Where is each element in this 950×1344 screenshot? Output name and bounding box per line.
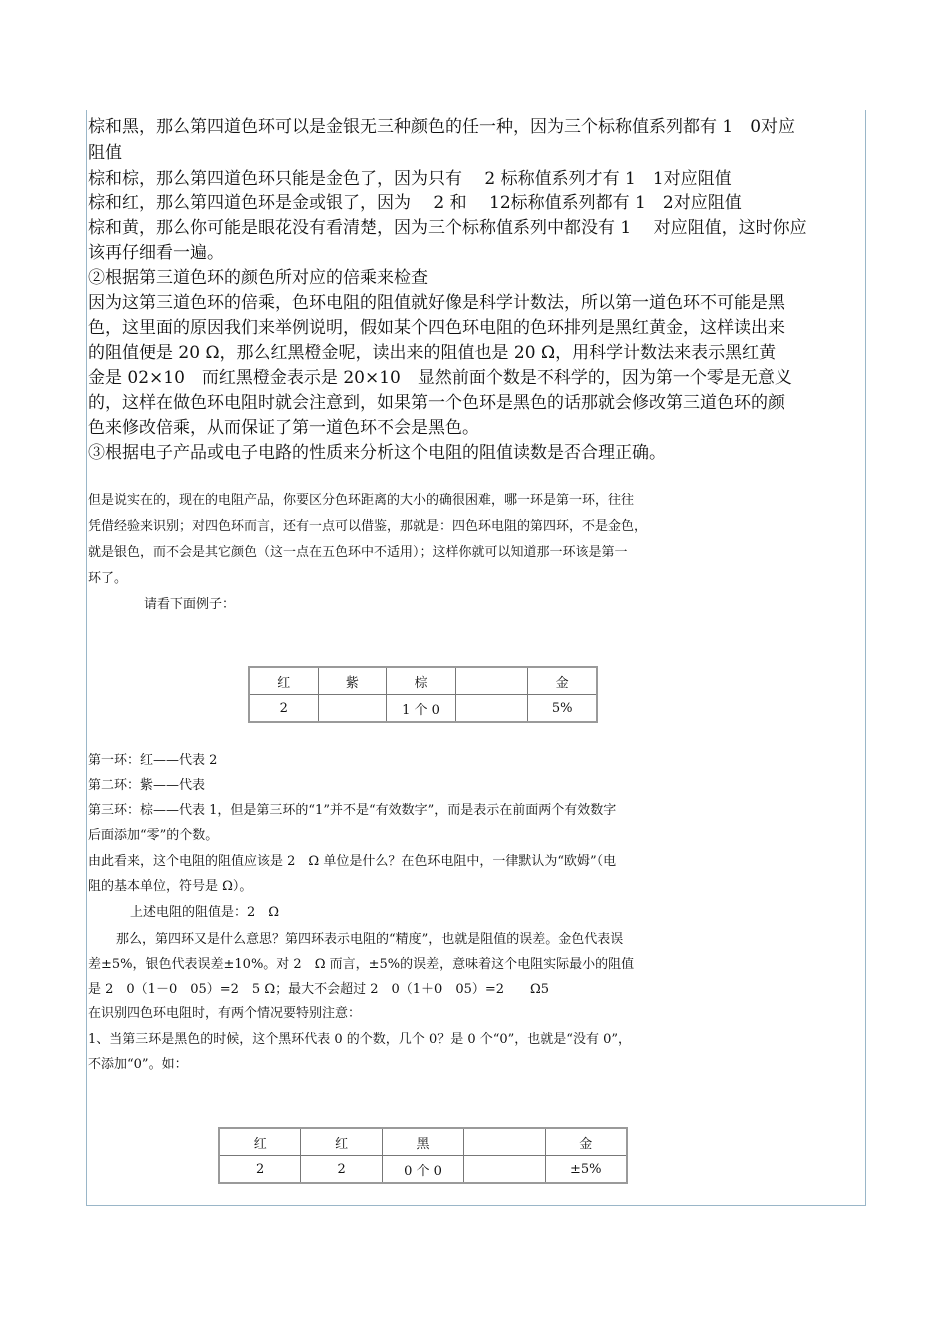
table-cell: 黑 [382, 1128, 463, 1156]
resistor-table-1 [248, 666, 598, 723]
table-cell: 2 [301, 1156, 382, 1184]
text-line: 是 2 0（1－0 05）=2 5 Ω；最大不会超过 2 0（1＋0 05）=2 Ω5 [88, 982, 550, 997]
table-cell [455, 695, 527, 723]
text-line: 但是说实在的，现在的电阻产品，你要区分色环距离的大小的确很困难，哪一环是第一环，往往 [88, 493, 635, 508]
table-cell: 5% [528, 695, 597, 723]
table-cell: 红 [249, 667, 318, 695]
example-intro: 请看下面例子： [144, 597, 236, 612]
text-line: ②根据第三道色环的颜色所对应的倍乘来检查 [88, 268, 428, 288]
table-cell: 棕 [387, 667, 456, 695]
text-line: 后面添加“零”的个数。 [88, 828, 219, 843]
text-line: 差±5%，银色代表误差±10%。对 2 Ω 而言，±5%的误差，意味着这个电阻实际最小的阻值 [88, 957, 635, 972]
text-line: 棕和黄，那么你可能是眼花没有看清楚，因为三个标称值系列中都没有 1 对应阻值，这时你应 [88, 218, 807, 238]
table-cell: 0 个 0 [382, 1156, 463, 1184]
text-line: 第二环：紫——代表 [88, 778, 206, 793]
text-line: 阻值 [88, 143, 122, 163]
table-cell: 金 [528, 667, 597, 695]
table-row [249, 667, 597, 695]
text-line: 第三环：棕——代表 1，但是第三环的“1”并不是“有效数字”，而是表示在前面两个有效数字 [88, 803, 617, 818]
table-cell: 2 [219, 1156, 301, 1184]
text-line: 的阻值便是 20 Ω，那么红黑橙金呢，读出来的阻值也是 20 Ω，用科学计数法来表示黑红黄 [88, 343, 777, 363]
text-line: 的，这样在做色环电阻时就会注意到，如果第一个色环是黑色的话那就会修改第三道色环的颜 [88, 393, 785, 413]
text-line: 棕和红，那么第四道色环是金或银了，因为 2 和 12标称值系列都有 1 2对应阻值 [88, 193, 742, 213]
table-cell [318, 695, 387, 723]
text-line: 在识别四色环电阻时，有两个情况要特别注意： [88, 1006, 362, 1021]
text-line: 阻的基本单位，符号是 Ω）。 [88, 879, 253, 894]
table-cell: 紫 [318, 667, 387, 695]
text-line: 就是银色，而不会是其它颜色（这一点在五色环中不适用）；这样你就可以知道那一环该是第一 [88, 545, 628, 560]
table-cell [464, 1156, 545, 1184]
text-line: 棕和棕，那么第四道色环只能是金色了，因为只有 2 标称值系列才有 1 1对应阻值 [88, 169, 732, 189]
table-cell: 红 [219, 1128, 301, 1156]
text-line: 色来修改倍乘，从而保证了第一道色环不会是黑色。 [88, 418, 479, 438]
text-line: 色，这里面的原因我们来举例说明，假如某个四色环电阻的色环排列是黑红黄金，这样读出来 [88, 318, 785, 338]
text-line: 该再仔细看一遍。 [88, 243, 224, 263]
text-line: 棕和黑，那么第四道色环可以是金银无三种颜色的任一种，因为三个标称值系列都有 1 0对应 [88, 117, 796, 137]
text-line: 第一环：红——代表 2 [88, 753, 218, 768]
text-line: 环了。 [88, 571, 128, 586]
text-line: 由此看来，这个电阻的阻值应该是 2 Ω 单位是什么？在色环电阻中，一律默认为“欧姆”（电 [88, 854, 617, 869]
resistance-line: 上述电阻的阻值是：2 Ω [130, 905, 280, 920]
table-row [219, 1156, 627, 1184]
table-cell: 2 [249, 695, 318, 723]
text-line: 凭借经验来识别；对四色环而言，还有一点可以借鉴，那就是：四色环电阻的第四环，不是金色， [88, 519, 648, 534]
table-row [219, 1128, 627, 1156]
text-line: 不添加“0”。如： [88, 1057, 188, 1072]
table-cell [455, 667, 527, 695]
table-cell: 1 个 0 [387, 695, 456, 723]
resistor-table-2 [218, 1127, 628, 1184]
table-cell: 金 [545, 1128, 627, 1156]
table-cell: ±5% [545, 1156, 627, 1184]
table-row [249, 695, 597, 723]
text-line: 因为这第三道色环的倍乘，色环电阻的阻值就好像是科学计数法，所以第一道色环不可能是黑 [88, 293, 785, 313]
text-line: ③根据电子产品或电子电路的性质来分析这个电阻的阻值读数是否合理正确。 [88, 443, 666, 463]
text-line: 1、当第三环是黑色的时候，这个黑环代表 0 的个数，几个 0？是 0 个“0”，也就是“没有 0”， [88, 1032, 632, 1047]
table-cell: 红 [301, 1128, 382, 1156]
text-line: 金是 02×10 而红黑橙金表示是 20×10 显然前面个数是不科学的，因为第一个零是无意义 [88, 368, 792, 388]
text-line: 那么，第四环又是什么意思？第四环表示电阻的“精度”，也就是阻值的误差。金色代表误 [116, 932, 624, 947]
table-cell [464, 1128, 545, 1156]
